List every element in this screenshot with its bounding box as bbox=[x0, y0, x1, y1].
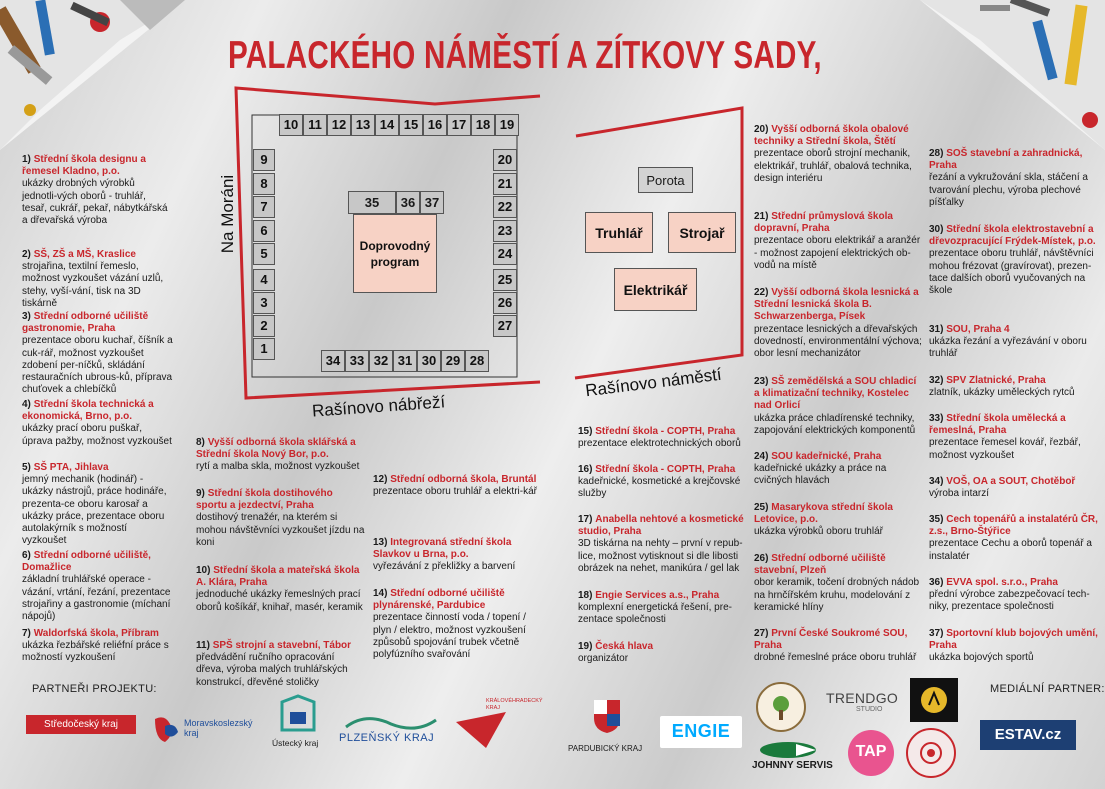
entry-35: 35) Cech topenářů a instalatérů ČR, z.s., Brno-Štýřice prezentace Cechu a oborů topenář a instalatér bbox=[929, 514, 1098, 562]
logo-johnny-servis[interactable]: JOHNNY SERVIS bbox=[752, 740, 824, 774]
stand-24[interactable]: 24 bbox=[493, 243, 517, 265]
entry-13: 13) Integrovaná střední škola Slavkov u Brna, p.o. vyřezávání z překližky a barvení bbox=[373, 537, 516, 573]
logo-tap[interactable]: TAP bbox=[848, 730, 894, 776]
entry-5: 5) SŠ PTA, Jihlava jemný mechanik (hodinář) - ukázky nástrojů, práce hodináře, prezenta-ce oboru karosař a ukázky práce, prezentace oboru autolakýrník s možností vyzkoušet bbox=[22, 462, 167, 547]
entry-17: 17) Anabella nehtové a kosmetické studio, Praha 3D tiskárna na nehty – první v repub-lice, možnost vytisknout si dle libosti obrázek na nehet, manikúra / gel lak bbox=[578, 514, 744, 574]
stand-7[interactable]: 7 bbox=[253, 196, 275, 218]
porota-box[interactable]: Porota bbox=[638, 167, 693, 193]
stand-18[interactable]: 18 bbox=[471, 114, 495, 136]
entry-27: 27) První České Soukromé SOU, Praha drobné řemeslné práce oboru truhlář bbox=[754, 628, 917, 664]
entry-21: 21) Střední průmyslová škola dopravní, Praha prezentace oboru elektrikář a aranžér - možnost zapojení elektrických ob-vodů na místě bbox=[754, 211, 921, 271]
logo-martial-arts[interactable] bbox=[910, 678, 958, 722]
page-title: PALACKÉHO NÁMĚSTÍ A ZÍTKOVY SADY, bbox=[228, 34, 822, 77]
entry-22: 22) Vyšší odborná škola lesnická a Střední lesnická škola B. Schwarzenberga, Písek prezentace lesnických a dřevařských dovedností, environmentální výchova; obor lesní mechanizátor bbox=[754, 287, 922, 360]
stand-6[interactable]: 6 bbox=[253, 220, 275, 242]
entry-30: 30) Střední škola elektrostavební a dřevozpracující Frýdek-Místek, p.o. prezentace oboru truhlář, návštěvníci mohou frézovat (gravírovat), prezen-tace dalších oborů vyučovaných na škole bbox=[929, 224, 1096, 297]
logo-ustecky-kraj[interactable]: Ústecký kraj bbox=[272, 694, 324, 754]
stand-2[interactable]: 2 bbox=[253, 315, 275, 337]
stand-9[interactable]: 9 bbox=[253, 149, 275, 171]
moravskoslezsky-emblem-icon bbox=[150, 714, 180, 744]
street-rasinovo-namesti: Rašínovo náměstí bbox=[584, 364, 723, 401]
stand-1[interactable]: 1 bbox=[253, 338, 275, 360]
pardubicky-shield-icon bbox=[592, 698, 622, 734]
entry-4: 4) Střední škola technická a ekonomická, Brno, p.o. ukázky prací oboru puškař, úprava pažby, možnost vyzkoušet bbox=[22, 399, 172, 447]
stand-14[interactable]: 14 bbox=[375, 114, 399, 136]
stand-8[interactable]: 8 bbox=[253, 173, 275, 195]
stand-22[interactable]: 22 bbox=[493, 196, 517, 218]
logo-plzensky-kraj[interactable]: PLZEŇSKÝ KRAJ bbox=[336, 712, 446, 748]
strojar-box[interactable]: Strojař bbox=[668, 212, 736, 253]
tree-icon bbox=[766, 692, 796, 722]
stand-28[interactable]: 28 bbox=[465, 350, 489, 372]
stand-3[interactable]: 3 bbox=[253, 292, 275, 314]
stand-10[interactable]: 10 bbox=[279, 114, 303, 136]
truhlar-box[interactable]: Truhlář bbox=[585, 212, 653, 253]
doprovodny-program[interactable]: Doprovodný program bbox=[353, 214, 437, 293]
stand-31[interactable]: 31 bbox=[393, 350, 417, 372]
entry-34: 34) VOŠ, OA a SOUT, Chotěboř výroba intarzí bbox=[929, 476, 1076, 500]
entry-2: 2) SŠ, ZŠ a MŠ, Kraslice strojařina, textilní řemeslo, možnost vyzkoušet vázání uzlů, stehy, vyší-vání, tisk na 3D tiskárně bbox=[22, 249, 164, 309]
stand-21[interactable]: 21 bbox=[493, 173, 517, 195]
stand-29[interactable]: 29 bbox=[441, 350, 465, 372]
entry-8: 8) Vyšší odborná škola sklářská a Střední škola Nový Bor, p.o. rytí a malba skla, možnost vyzkoušet bbox=[196, 437, 360, 473]
club-emblem-icon bbox=[918, 740, 944, 766]
entry-36: 36) EVVA spol. s.r.o., Praha přední výrobce zabezpečovací tech-niky, prezentace společnosti bbox=[929, 577, 1090, 613]
partners-label: PARTNEŘI PROJEKTU: bbox=[32, 683, 157, 695]
entry-14: 14) Střední odborné učiliště plynárenské, Pardubice prezentace činností voda / topení / plyn / elektro, možnost vyzkoušení způsobů spojování trubek včetně polyfúzního svařování bbox=[373, 588, 526, 661]
stand-36[interactable]: 36 bbox=[396, 191, 420, 214]
entry-33: 33) Střední škola umělecká a řemeslná, Praha prezentace řemesel kovář, řezbář, možnost vyzkoušet bbox=[929, 413, 1081, 461]
entry-31: 31) SOU, Praha 4 ukázka řezání a vyřezávání v oboru truhlář bbox=[929, 324, 1087, 360]
stand-35[interactable]: 35 bbox=[348, 191, 396, 214]
entry-1: 1) Střední škola designu a řemesel Kladno, p.o. ukázky drobných výrobků jednotli-vých oborů - truhlář, tesař, cukrář, pekař, nábytkářská a dřevařská výroba bbox=[22, 154, 168, 227]
stand-4[interactable]: 4 bbox=[253, 269, 275, 291]
entry-7: 7) Waldorfská škola, Příbram ukázka řezbářské reliéfní práce s možností vyzkoušení bbox=[22, 628, 169, 664]
street-na-morani: Na Moráni bbox=[218, 174, 237, 254]
stand-33[interactable]: 33 bbox=[345, 350, 369, 372]
stand-30[interactable]: 30 bbox=[417, 350, 441, 372]
entry-9: 9) Střední škola dostihového sportu a jezdectví, Praha dostihový trenažér, na kterém si mohou návštěvníci vyzkoušet jízdu na koni bbox=[196, 488, 365, 548]
stand-5[interactable]: 5 bbox=[253, 243, 275, 265]
stand-23[interactable]: 23 bbox=[493, 220, 517, 242]
stand-34[interactable]: 34 bbox=[321, 350, 345, 372]
street-rasinovo-nabrezi: Rašínovo nábřeží bbox=[311, 392, 446, 421]
stand-12[interactable]: 12 bbox=[327, 114, 351, 136]
johnny-servis-emblem-icon bbox=[758, 740, 818, 760]
entry-28: 28) SOŠ stavební a zahradnická, Praha řezání a vykružování skla, stáčení a tvarování plechu, výroba plechové píšťalky bbox=[929, 148, 1088, 208]
stand-37[interactable]: 37 bbox=[420, 191, 444, 214]
entry-15: 15) Střední škola - COPTH, Praha prezentace elektrotechnických oborů bbox=[578, 426, 741, 450]
stand-27[interactable]: 27 bbox=[493, 315, 517, 337]
entry-20: 20) Vyšší odborná škola obalové techniky a Střední škola, Štětí prezentace oborů strojní mechanik, elektrikář, truhlář, obalová technika, design interiéru bbox=[754, 124, 912, 184]
stand-25[interactable]: 25 bbox=[493, 269, 517, 291]
logo-moravskoslezsky-kraj[interactable]: Moravskoslezský kraj bbox=[150, 712, 260, 748]
stand-20[interactable]: 20 bbox=[493, 149, 517, 171]
entry-10: 10) Střední škola a mateřská škola A. Klára, Praha jednoduché ukázky řemeslných prací oborů košíkář, knihař, masér, keramik bbox=[196, 565, 363, 613]
fighter-icon bbox=[919, 685, 949, 715]
logo-sports-club-round[interactable] bbox=[906, 728, 956, 778]
entry-3: 3) Střední odborné učiliště gastronomie, Praha prezentace oboru kuchař, číšník a cuk-rář, možnost vyzkoušet zdobení per-níčků, skládání restauračních ubrous-ků, příprava chuťovek a chlebíčků bbox=[22, 311, 173, 396]
logo-engie[interactable]: ENGIE bbox=[660, 716, 742, 748]
stand-13[interactable]: 13 bbox=[351, 114, 375, 136]
entry-12: 12) Střední odborná škola, Bruntál prezentace oboru truhlář a elektri-kář bbox=[373, 474, 537, 498]
stand-16[interactable]: 16 bbox=[423, 114, 447, 136]
logo-stredocesky-kraj[interactable]: Středočeský kraj bbox=[26, 715, 136, 734]
entry-24: 24) SOU kadeřnické, Praha kadeřnické ukázky a práce na cvičných hlavách bbox=[754, 451, 887, 487]
logo-trendgo[interactable]: TRENDGO STUDIO bbox=[826, 690, 899, 713]
logo-estav[interactable]: ESTAV.cz bbox=[980, 720, 1076, 750]
logo-school-round[interactable] bbox=[756, 682, 806, 732]
entry-6: 6) Střední odborné učiliště, Domažlice základní truhlářské operace - vázání, vrtání, řezání, prezentace strojařiny a gastronomie (míchaní nápojů) bbox=[22, 550, 171, 623]
stand-11[interactable]: 11 bbox=[303, 114, 327, 136]
logo-pardubicky-kraj[interactable]: PARDUBICKÝ KRAJ bbox=[568, 698, 648, 760]
media-partner-label: MEDIÁLNÍ PARTNER: bbox=[990, 683, 1105, 695]
stand-32[interactable]: 32 bbox=[369, 350, 393, 372]
entry-37: 37) Sportovní klub bojových umění, Praha ukázka bojových sportů bbox=[929, 628, 1098, 664]
stand-15[interactable]: 15 bbox=[399, 114, 423, 136]
elektrikar-box[interactable]: Elektrikář bbox=[614, 268, 697, 311]
logo-kralovehradecky-kraj[interactable]: KRÁLOVÉHRADECKÝ KRAJ bbox=[456, 698, 556, 750]
plzensky-wave-icon bbox=[341, 712, 441, 732]
entry-25: 25) Masarykova střední škola Letovice, p.o. ukázka výrobků oboru truhlář bbox=[754, 502, 893, 538]
entry-18: 18) Engie Services a.s., Praha komplexní energetická řešení, pre-zentace společnosti bbox=[578, 590, 732, 626]
ustecky-emblem-icon bbox=[278, 694, 318, 734]
entry-23: 23) SŠ zemědělská a SOU chladicí a klimatizační techniky, Kostelec nad Orlicí ukázka práce chladírenské techniky, zapojování elektrických komponentů bbox=[754, 376, 917, 436]
entry-16: 16) Střední škola - COPTH, Praha kadeřnické, kosmetické a krejčovské služby bbox=[578, 464, 741, 500]
entry-19: 19) Česká hlava organizátor bbox=[578, 641, 654, 665]
entry-32: 32) SPV Zlatnické, Praha zlatník, ukázky uměleckých rytců bbox=[929, 375, 1075, 399]
entry-26: 26) Střední odborné učiliště stavební, Plzeň obor keramik, točení drobných nádob na hrnčířském kruhu, modelování z keramické hlíny bbox=[754, 553, 920, 613]
entry-11: 11) SPŠ strojní a stavební, Tábor předvádění ručního opracování dřeva, výroba malých truhlářských konstrukcí, dřevěné stoličky bbox=[196, 640, 352, 688]
kralovehradecky-emblem-icon bbox=[456, 712, 516, 752]
stand-17[interactable]: 17 bbox=[447, 114, 471, 136]
stand-19[interactable]: 19 bbox=[495, 114, 519, 136]
stand-26[interactable]: 26 bbox=[493, 292, 517, 314]
